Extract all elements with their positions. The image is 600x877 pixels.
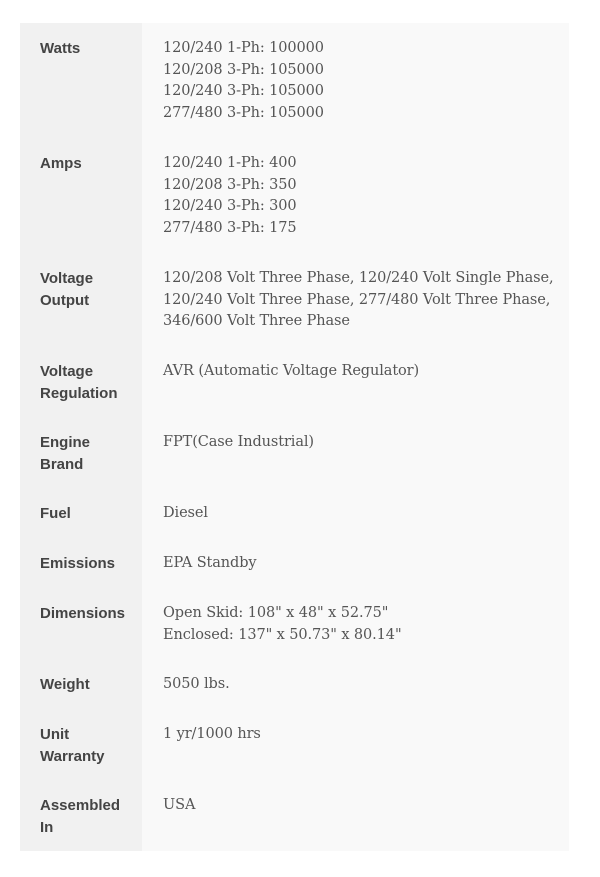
- spec-label: [20, 417, 142, 488]
- spec-value: [142, 253, 569, 346]
- spec-value: [142, 709, 569, 780]
- spec-row-fuel: [20, 488, 569, 538]
- spec-label-text: Fuel: [40, 505, 71, 522]
- spec-value: [142, 588, 569, 659]
- spec-value: [142, 138, 569, 253]
- spec-value: [142, 417, 569, 488]
- spec-value-line: AVR (Automatic Voltage Regulator): [163, 363, 420, 379]
- spec-label-text: Assembled: [40, 797, 121, 814]
- spec-value-line: 1 yr/1000 hrs: [163, 726, 261, 742]
- spec-value-line: 277/480 3-Ph: 105000: [163, 105, 324, 122]
- spec-label-text: Voltage: [40, 363, 94, 380]
- spec-label-text: Voltage: [40, 270, 94, 287]
- spec-label-text: Unit: [40, 726, 70, 743]
- spec-value-line: Enclosed: 137" x 50.73" x 80.14": [163, 626, 402, 643]
- spec-value-line: USA: [163, 797, 196, 813]
- spec-value-line: 120/208 3-Ph: 105000: [163, 61, 324, 78]
- spec-value: [142, 538, 569, 588]
- spec-label: [20, 538, 142, 588]
- spec-label-text: Output: [40, 292, 90, 309]
- spec-value: [142, 346, 569, 417]
- spec-label: [20, 659, 142, 709]
- spec-row-assembled-in: [20, 780, 569, 851]
- spec-row-voltage-output: [20, 253, 569, 346]
- spec-value-line: 120/208 3-Ph: 350: [163, 176, 297, 193]
- spec-row-watts: [20, 23, 569, 138]
- spec-label-text: Warranty: [40, 748, 105, 765]
- spec-value-line: 120/240 3-Ph: 105000: [163, 83, 324, 100]
- spec-value-line: FPT(Case Industrial): [163, 434, 314, 450]
- spec-value-line: 120/240 Volt Three Phase, 277/480 Volt Three Phase,: [163, 291, 551, 308]
- spec-row-engine-brand: [20, 417, 569, 488]
- spec-label: [20, 138, 142, 253]
- spec-label-text: Engine: [40, 434, 91, 451]
- spec-value-line: 5050 lbs.: [163, 676, 230, 692]
- spec-row-weight: [20, 659, 569, 709]
- spec-row-unit-warranty: [20, 709, 569, 780]
- spec-row-amps: [20, 138, 569, 253]
- spec-value-line: 120/240 1-Ph: 100000: [163, 40, 324, 56]
- spec-value: [142, 488, 569, 538]
- spec-value-line: EPA Standby: [163, 555, 257, 571]
- spec-value-line: 346/600 Volt Three Phase: [163, 313, 350, 330]
- spec-value: [142, 659, 569, 709]
- spec-label-text: Amps: [40, 155, 82, 172]
- spec-label-text: Emissions: [40, 555, 116, 572]
- spec-label-text: In: [40, 819, 54, 836]
- spec-value-line: 120/240 1-Ph: 400: [163, 155, 297, 171]
- spec-label-text: Weight: [40, 676, 90, 693]
- spec-label: [20, 588, 142, 659]
- spec-label-text: Brand: [40, 456, 84, 473]
- spec-label-text: Regulation: [40, 385, 118, 402]
- spec-row-voltage-regulation: [20, 346, 569, 417]
- spec-row-emissions: [20, 538, 569, 588]
- spec-label: [20, 780, 142, 851]
- spec-value-line: 277/480 3-Ph: 175: [163, 220, 297, 237]
- spec-label: [20, 23, 142, 138]
- spec-row-dimensions: [20, 588, 569, 659]
- spec-value-line: 120/240 3-Ph: 300: [163, 198, 297, 215]
- spec-label-text: Watts: [40, 40, 81, 57]
- spec-label: [20, 488, 142, 538]
- spec-label: [20, 253, 142, 346]
- spec-value-line: Open Skid: 108" x 48" x 52.75": [163, 605, 389, 621]
- spec-label: [20, 346, 142, 417]
- spec-value-line: 120/208 Volt Three Phase, 120/240 Volt Single Phase,: [163, 270, 554, 286]
- spec-value: [142, 23, 569, 138]
- spec-value-line: Diesel: [163, 505, 208, 521]
- spec-table: [20, 23, 569, 851]
- spec-value: [142, 780, 569, 851]
- spec-label: [20, 709, 142, 780]
- spec-label-text: Dimensions: [40, 605, 126, 622]
